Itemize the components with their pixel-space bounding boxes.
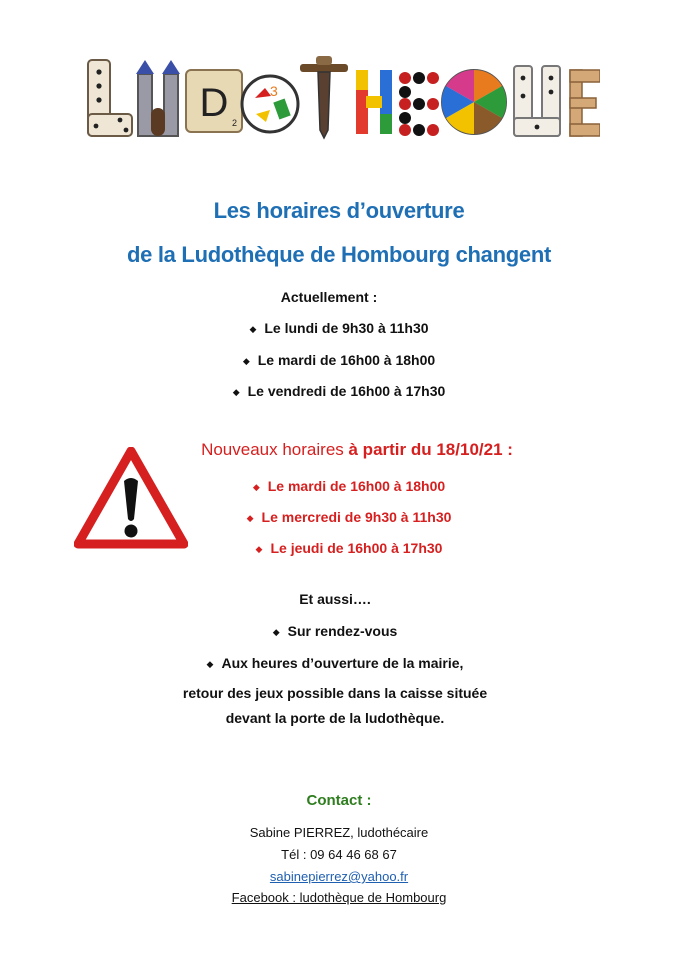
- diamond-bullet-icon: ◆: [242, 356, 250, 366]
- diamond-bullet-icon: ◆: [249, 324, 257, 334]
- contact-email-link[interactable]: sabinepierrez@yahoo.fr: [269, 869, 409, 884]
- diamond-bullet-icon: ◆: [206, 659, 214, 669]
- contact-heading: Contact :: [306, 792, 372, 809]
- also-item-text: Aux heures d’ouverture de la mairie,: [221, 655, 464, 671]
- diamond-bullet-icon: ◆: [232, 387, 240, 397]
- letter-e-wood: [570, 70, 600, 136]
- current-label: Actuellement :: [280, 289, 378, 305]
- letter-l-domino: [88, 60, 132, 136]
- current-item-2: [0, 352, 678, 368]
- ludotheque-logo: [80, 56, 600, 146]
- current-item-text: Le vendredi de 16h00 à 17h30: [247, 383, 446, 399]
- letter-u-castle: [136, 60, 180, 136]
- current-item-3: [0, 383, 678, 399]
- new-item-3: [10, 540, 678, 556]
- letter-q-wheel: [442, 70, 507, 134]
- new-item-text: Le mardi de 16h00 à 18h00: [267, 478, 446, 494]
- letter-t-sword: [300, 56, 348, 138]
- letter-o-pieces: [242, 76, 298, 132]
- svg-text:D: D: [199, 81, 229, 125]
- new-schedule-heading-part1: Nouveaux horaires: [201, 440, 344, 459]
- current-item-1: [0, 320, 678, 336]
- new-item-text: Le jeudi de 16h00 à 17h30: [270, 540, 443, 556]
- diamond-bullet-icon: ◆: [252, 482, 260, 492]
- current-item-text: Le mardi de 16h00 à 18h00: [257, 352, 436, 368]
- also-note-line-1: retour des jeux possible dans la caisse située: [182, 685, 488, 701]
- current-item-text: Le lundi de 9h30 à 11h30: [264, 320, 429, 336]
- letter-d-tile: [186, 70, 242, 132]
- contact-facebook-link[interactable]: Facebook : ludothèque de Hombourg: [231, 890, 447, 905]
- diamond-bullet-icon: ◆: [255, 544, 263, 554]
- also-item-1: [0, 623, 674, 639]
- letter-h-bricks: [356, 70, 392, 134]
- warning-triangle-icon: [74, 447, 188, 549]
- new-schedule-heading-part2: à partir du 18/10/21 :: [343, 440, 513, 459]
- letter-e-checkers: [399, 72, 439, 136]
- title-line-1: Les horaires d’ouverture: [213, 198, 465, 223]
- svg-text:2: 2: [232, 118, 238, 128]
- contact-facebook-row: [0, 889, 678, 907]
- also-item-2: [0, 655, 674, 671]
- contact-phone: Tél : 09 64 46 68 67: [281, 847, 397, 862]
- new-schedule-heading: [18, 440, 678, 460]
- new-item-1: [10, 478, 678, 494]
- letter-u-domino: [514, 66, 560, 136]
- also-note-line-2: devant la porte de la ludothèque.: [225, 710, 445, 726]
- new-item-text: Le mercredi de 9h30 à 11h30: [261, 509, 452, 525]
- new-item-2: [10, 509, 678, 525]
- also-label: Et aussi….: [299, 591, 371, 607]
- diamond-bullet-icon: ◆: [246, 513, 254, 523]
- title-line-2: de la Ludothèque de Hombourg changent: [126, 242, 551, 267]
- contact-name: Sabine PIERREZ, ludothécaire: [249, 825, 429, 840]
- svg-text:3: 3: [270, 83, 278, 99]
- contact-email-row: [0, 868, 678, 886]
- also-item-text: Sur rendez-vous: [287, 623, 398, 639]
- diamond-bullet-icon: ◆: [272, 627, 280, 637]
